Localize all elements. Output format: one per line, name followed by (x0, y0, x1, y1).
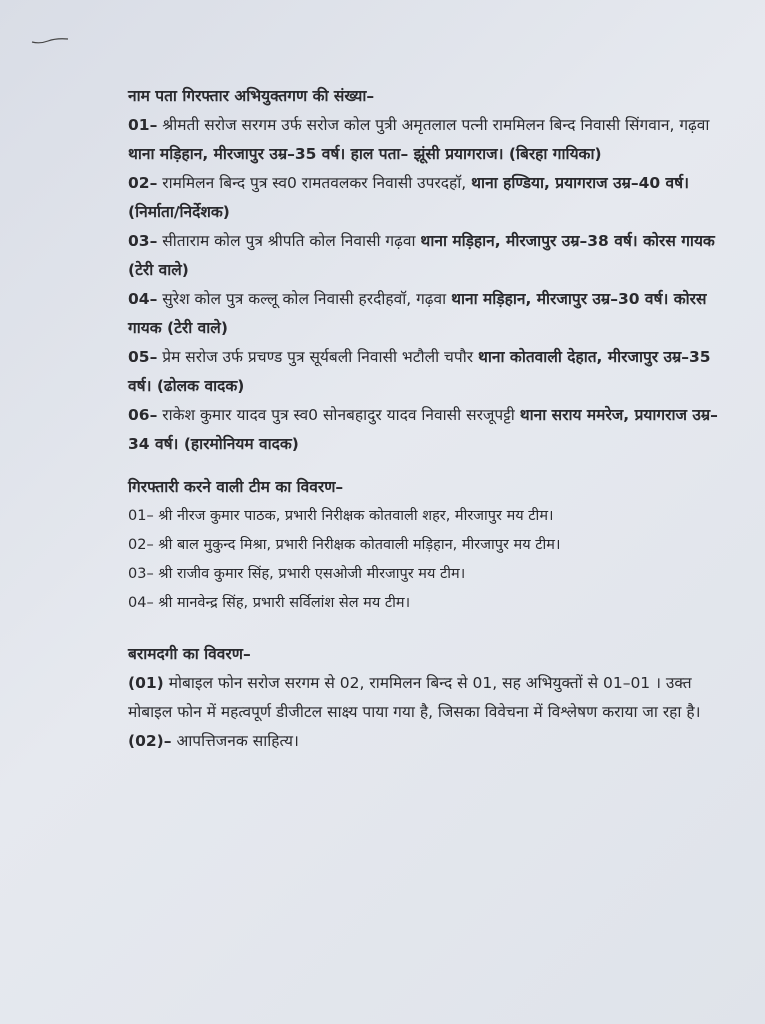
team-item: 03– श्री राजीव कुमार सिंह, प्रभारी एसओजी मीरजापुर मय टीम। (128, 566, 466, 582)
pen-mark (30, 36, 70, 46)
arrested-entry: 01– श्रीमती सरोज सरगम उर्फ सरोज कोल पुत्री अमृतलाल पत्नी राममिलन बिन्द निवासी सिंगवान, गढ़वा थाना मड़िहान, मीरजापुर उम्र–35 वर्ष। हाल पता– झूंसी प्रयागराज। (बिरहा गायिका) (128, 116, 710, 163)
document-content (128, 82, 738, 756)
team-item: 02– श्री बाल मुकुन्द मिश्रा, प्रभारी निरीक्षक कोतवाली मड़िहान, मीरजापुर मय टीम। (128, 537, 561, 553)
arrested-entry: 05– प्रेम सरोज उर्फ प्रचण्ड पुत्र सूर्यबली निवासी भटौली चपौर थाना कोतवाली देहात, मीरजापुर उम्र–35 वर्ष। (ढोलक वादक) (128, 348, 711, 395)
arrested-section-title: नाम पता गिरफ्तार अभियुक्तगण की संख्या– (128, 87, 375, 105)
team-section-title: गिरफ्तारी करने वाली टीम का विवरण– (128, 478, 344, 496)
team-section (128, 473, 738, 618)
team-item: 01– श्री नीरज कुमार पाठक, प्रभारी निरीक्षक कोतवाली शहर, मीरजापुर मय टीम। (128, 508, 554, 524)
arrested-entry: 02– राममिलन बिन्द पुत्र स्व0 रामतवलकर निवासी उपरदहॉ, थाना हण्डिया, प्रयागराज उम्र–40 वर्ष। (निर्माता/निर्देशक) (128, 174, 690, 221)
arrested-entry: 06– राकेश कुमार यादव पुत्र स्व0 सोनबहादुर यादव निवासी सरजूपट्टी थाना सराय ममरेज, प्रयागराज उम्र–34 वर्ष। (हारमोनियम वादक) (128, 406, 718, 453)
arrested-section (128, 82, 738, 459)
recovery-item: (02)– आपत्तिजनक साहित्य। (128, 732, 299, 750)
recovery-section-title: बरामदगी का विवरण– (128, 645, 251, 663)
recovery-section (128, 640, 738, 756)
arrested-entry: 04– सुरेश कोल पुत्र कल्लू कोल निवासी हरदीहवॉ, गढ़वा थाना मड़िहान, मीरजापुर उम्र–30 वर्ष। कोरस गायक (टेरी वाले) (128, 290, 707, 337)
recovery-item: (01) मोबाइल फोन सरोज सरगम से 02, राममिलन बिन्द से 01, सह अभियुक्तों से 01–01 । उक्त मोबाइल फोन में महत्वपूर्ण डीजीटल साक्ष्य पाया गया है, जिसका विवेचना में विश्लेषण कराया जा रहा है। (128, 674, 701, 721)
arrested-entry: 03– सीताराम कोल पुत्र श्रीपति कोल निवासी गढ़वा थाना मड़िहान, मीरजापुर उम्र–38 वर्ष। कोरस गायक (टेरी वाले) (128, 232, 715, 279)
team-item: 04– श्री मानवेन्द्र सिंह, प्रभारी सर्विलांश सेल मय टीम। (128, 595, 411, 611)
